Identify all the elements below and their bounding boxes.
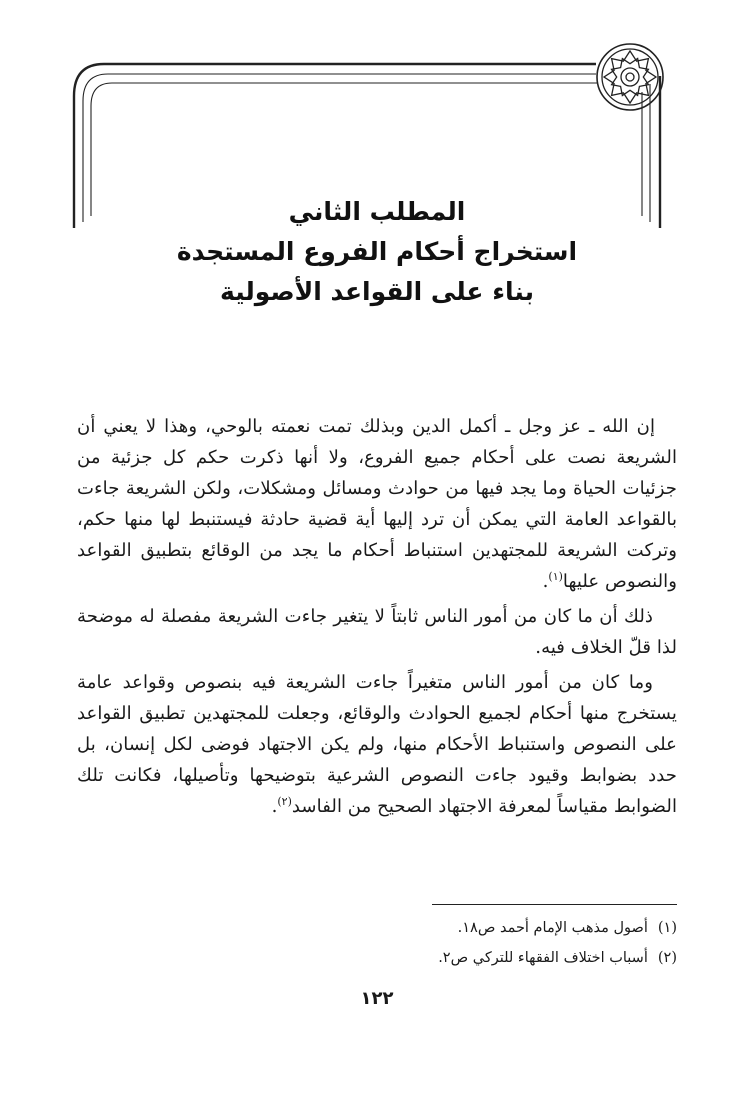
footnote-1-number: (١) bbox=[657, 920, 677, 936]
paragraph-2-text: ذلك أن ما كان من أمور الناس ثابتاً لا يتغير جاءت الشريعة مفصلة له موضحة لذا قلّ الخلاف فيه. bbox=[77, 606, 677, 658]
footnote-2-number: (٢) bbox=[657, 950, 677, 966]
star-ornament-icon bbox=[597, 44, 663, 110]
footnote-1-text: أصول مذهب الإمام أحمد ص١٨. bbox=[457, 920, 648, 936]
body-text bbox=[77, 411, 677, 826]
paragraph-1-text: إن الله ـ عز وجل ـ أكمل الدين وبذلك تمت نعمته بالوحي، وهذا لا يعني أن الشريعة نصت على أحكام جميع الفروع، ولا أنها ذكرت حكم كل جزئية من جزئيات الحياة وما يجد فيها من حوادث ومسائل ومشكلات، ولكن الشريعة جاءت بالقواعد العامة التي يمكن أن ترد إليها أية قضية حادثة فيستنبط لها منها حكم، وتركت الشريعة للمجتهدين استنباط أحكام ما يجد من الوقائع بتطبيق القواعد والنصوص عليها bbox=[77, 416, 677, 592]
paragraph-3-end: . bbox=[271, 796, 278, 817]
footnote-ref-1: (١) bbox=[548, 569, 563, 583]
paragraph-1-end: . bbox=[542, 571, 549, 592]
footnote-2 bbox=[77, 943, 677, 973]
heading-line-2: استخراج أحكام الفروع المستجدة bbox=[176, 237, 578, 266]
footnote-ref-2: (٢) bbox=[277, 794, 292, 808]
footnote-1 bbox=[77, 913, 677, 943]
footnote-2-text: أسباب اختلاف الفقهاء للتركي ص٢. bbox=[438, 950, 648, 966]
paragraph-1 bbox=[77, 411, 677, 597]
paragraph-3-text: وما كان من أمور الناس متغيراً جاءت الشريعة فيه بنصوص وقواعد عامة يستخرج منها أحكام لجميع الحوادث والوقائع، وجعلت للمجتهدين تطبيق القواعد على النصوص واستنباط الأحكام منها، ولم يكن الاجتهاد فوضى لكل إنسان، بل حدد بضوابط وقيود جاءت النصوص الشرعية بتوضيحها وتأصيلها، فكانت تلك الضوابط مقياساً لمعرفة الاجتهاد الصحيح من الفاسد bbox=[77, 672, 677, 817]
footnote-divider bbox=[432, 904, 677, 905]
heading-line-3: بناء على القواعد الأصولية bbox=[220, 277, 534, 306]
footnotes bbox=[77, 913, 677, 973]
paragraph-3 bbox=[77, 667, 677, 822]
paragraph-2 bbox=[77, 601, 677, 663]
section-heading bbox=[0, 192, 754, 312]
heading-line-1: المطلب الثاني bbox=[288, 197, 466, 226]
page-number: ١٢٢ bbox=[360, 988, 394, 1009]
